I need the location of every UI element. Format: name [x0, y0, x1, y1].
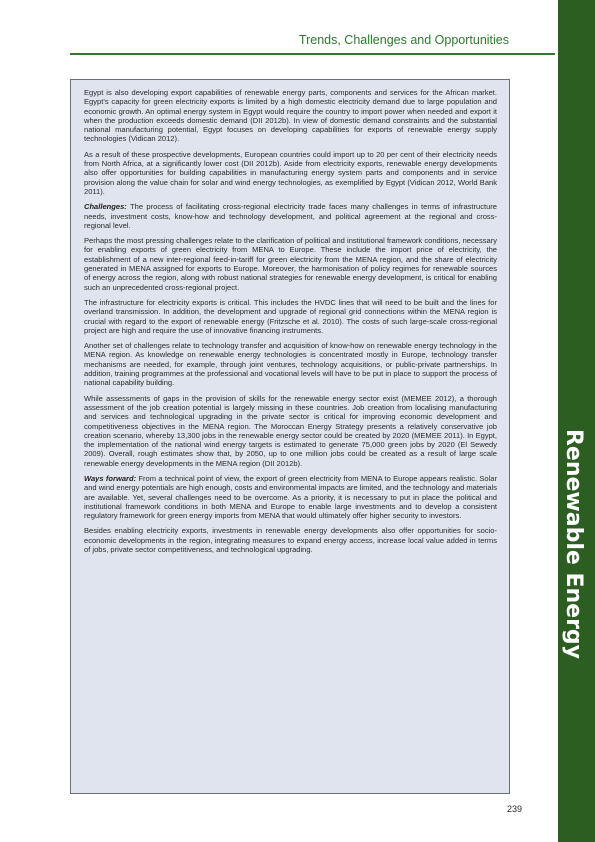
paragraph-socio-economic: Besides enabling electricity exports, investments in renewable energy developments also offer opportunities for socio-economic developments in the region, integrating measures to expand energy access, increase local value added in terms of jobs, private sector competitiveness, and technological upgrading.	[84, 526, 497, 555]
text-box	[70, 79, 510, 794]
paragraph-european-imports: As a result of these prospective developments, European countries could import up to 20 per cent of their electricity needs from North Africa, at a significantly lower cost (DII 2012b). Aside from electricity exports, renewable energy developments also offer opportunities for building capabilities in manufacturing energy system parts and components and in service provision along the value chain for solar and wind energy technologies, as exemplified by Egypt (Vidican 2012, World Bank 2011).	[84, 149, 497, 196]
ways-forward-text: From a technical point of view, the export of green electricity from MENA to Europe appears realistic. Solar and wind energy potentials are high enough, costs and environmental impacts are limited, and the technology and materials are available. Yet, several challenges need to be overcome. As a priority, it is necessary to put in place the political and institutional framework conditions in both MENA and Europe to enable large investments and to develop a consistent regulatory framework for green energy imports from MENA that would ultimately offer higher security to investors.	[84, 473, 497, 521]
paragraph-technology-transfer: Another set of challenges relate to technology transfer and acquisition of know-how on renewable energy technology in the MENA region. As knowledge on renewable energy technologies is concentrated mostly in Europe, technology transfer mechanisms are needed, for example, through joint ventures, technology acquisitions, or public-private partnerships. In addition, training programmes at the professional and vocational levels will have to be put in place to support the process of national capability building.	[84, 341, 497, 388]
paragraph-infrastructure: The infrastructure for electricity exports is critical. This includes the HVDC lines that will need to be built and the lines for overland transmission. In addition, the development and upgrade of regional grid connections within the MENA region is crucial with regard to the export of renewable energy (Fritzsche et al. 2010). The costs of such large-scale cross-regional project are high and require the use of innovative financing instruments.	[84, 297, 497, 335]
header-rule	[70, 53, 555, 55]
paragraph-job-creation: While assessments of gaps in the provision of skills for the renewable energy sector exist (MEMEE 2012), a thorough assessment of the job creation potential is largely missing in these countries. Job creation from localising manufacturing and services and technological upgrading in the private sector is critical for improving economic development and competitiveness objectives in the MENA region. The Moroccan Energy Strategy presents a relatively conservative job creation scenario, whereby 13,300 jobs in the renewable energy sector could be created by 2020 (MEMEE 2011). In Egypt, the implementation of the national wind energy targets is estimated to generate 75,000 green jobs by 2020 (El Sewedy 2009). Overall, rough estimates show that, by 2050, up to one million jobs could be created as a result of large scale renewable energy developments in the MENA region (DII 2012b).	[84, 393, 497, 468]
paragraph-egypt-exports: Egypt is also developing export capabilities of renewable energy parts, components and services for the African market. Egypt’s capacity for green electricity exports is limited by a high domestic electricity demand due to large population and economic growth. An optimal energy system in Egypt would require the country to import power when needed and export it when the production exceeds domestic demand (DII 2012b). In view of domestic demand constraints and the substantial national manufacturing potential, Egypt focuses on developing capabilities for exports of renewable energy supply technologies (Vidican 2012).	[84, 88, 497, 144]
chapter-side-tab-label: Renewable Energy	[561, 428, 586, 660]
paragraph-framework-conditions: Perhaps the most pressing challenges relate to the clarification of political and institutional framework conditions, necessary for enabling exports of green electricity from MENA to Europe. These include the import price of electricity, the establishment of a new inter-regional feed-in-tariff for green electricity from the MENA region, and the share of electricity generated in MENA assigned for exports to Europe. Moreover, the harmonisation of policy regimes for renewable sources of energy across the region, along with robust national strategies for renewable energy development, is critical for enabling such an unprecedented cross-regional project.	[84, 236, 497, 292]
challenges-heading: Challenges:	[84, 202, 127, 212]
ways-forward-heading: Ways forward:	[84, 473, 137, 483]
running-header-title: Trends, Challenges and Opportunities	[298, 33, 509, 47]
challenges-text: The process of facilitating cross-regional electricity trade faces many challenges in terms of infrastructure needs, investment costs, know-how and technology development, and political agreement at the regional and cross-regional level.	[84, 202, 497, 230]
paragraph-ways-forward	[84, 474, 497, 520]
chapter-side-tab	[558, 0, 595, 842]
paragraph-challenges	[84, 202, 497, 230]
page-number: 239	[507, 804, 523, 814]
